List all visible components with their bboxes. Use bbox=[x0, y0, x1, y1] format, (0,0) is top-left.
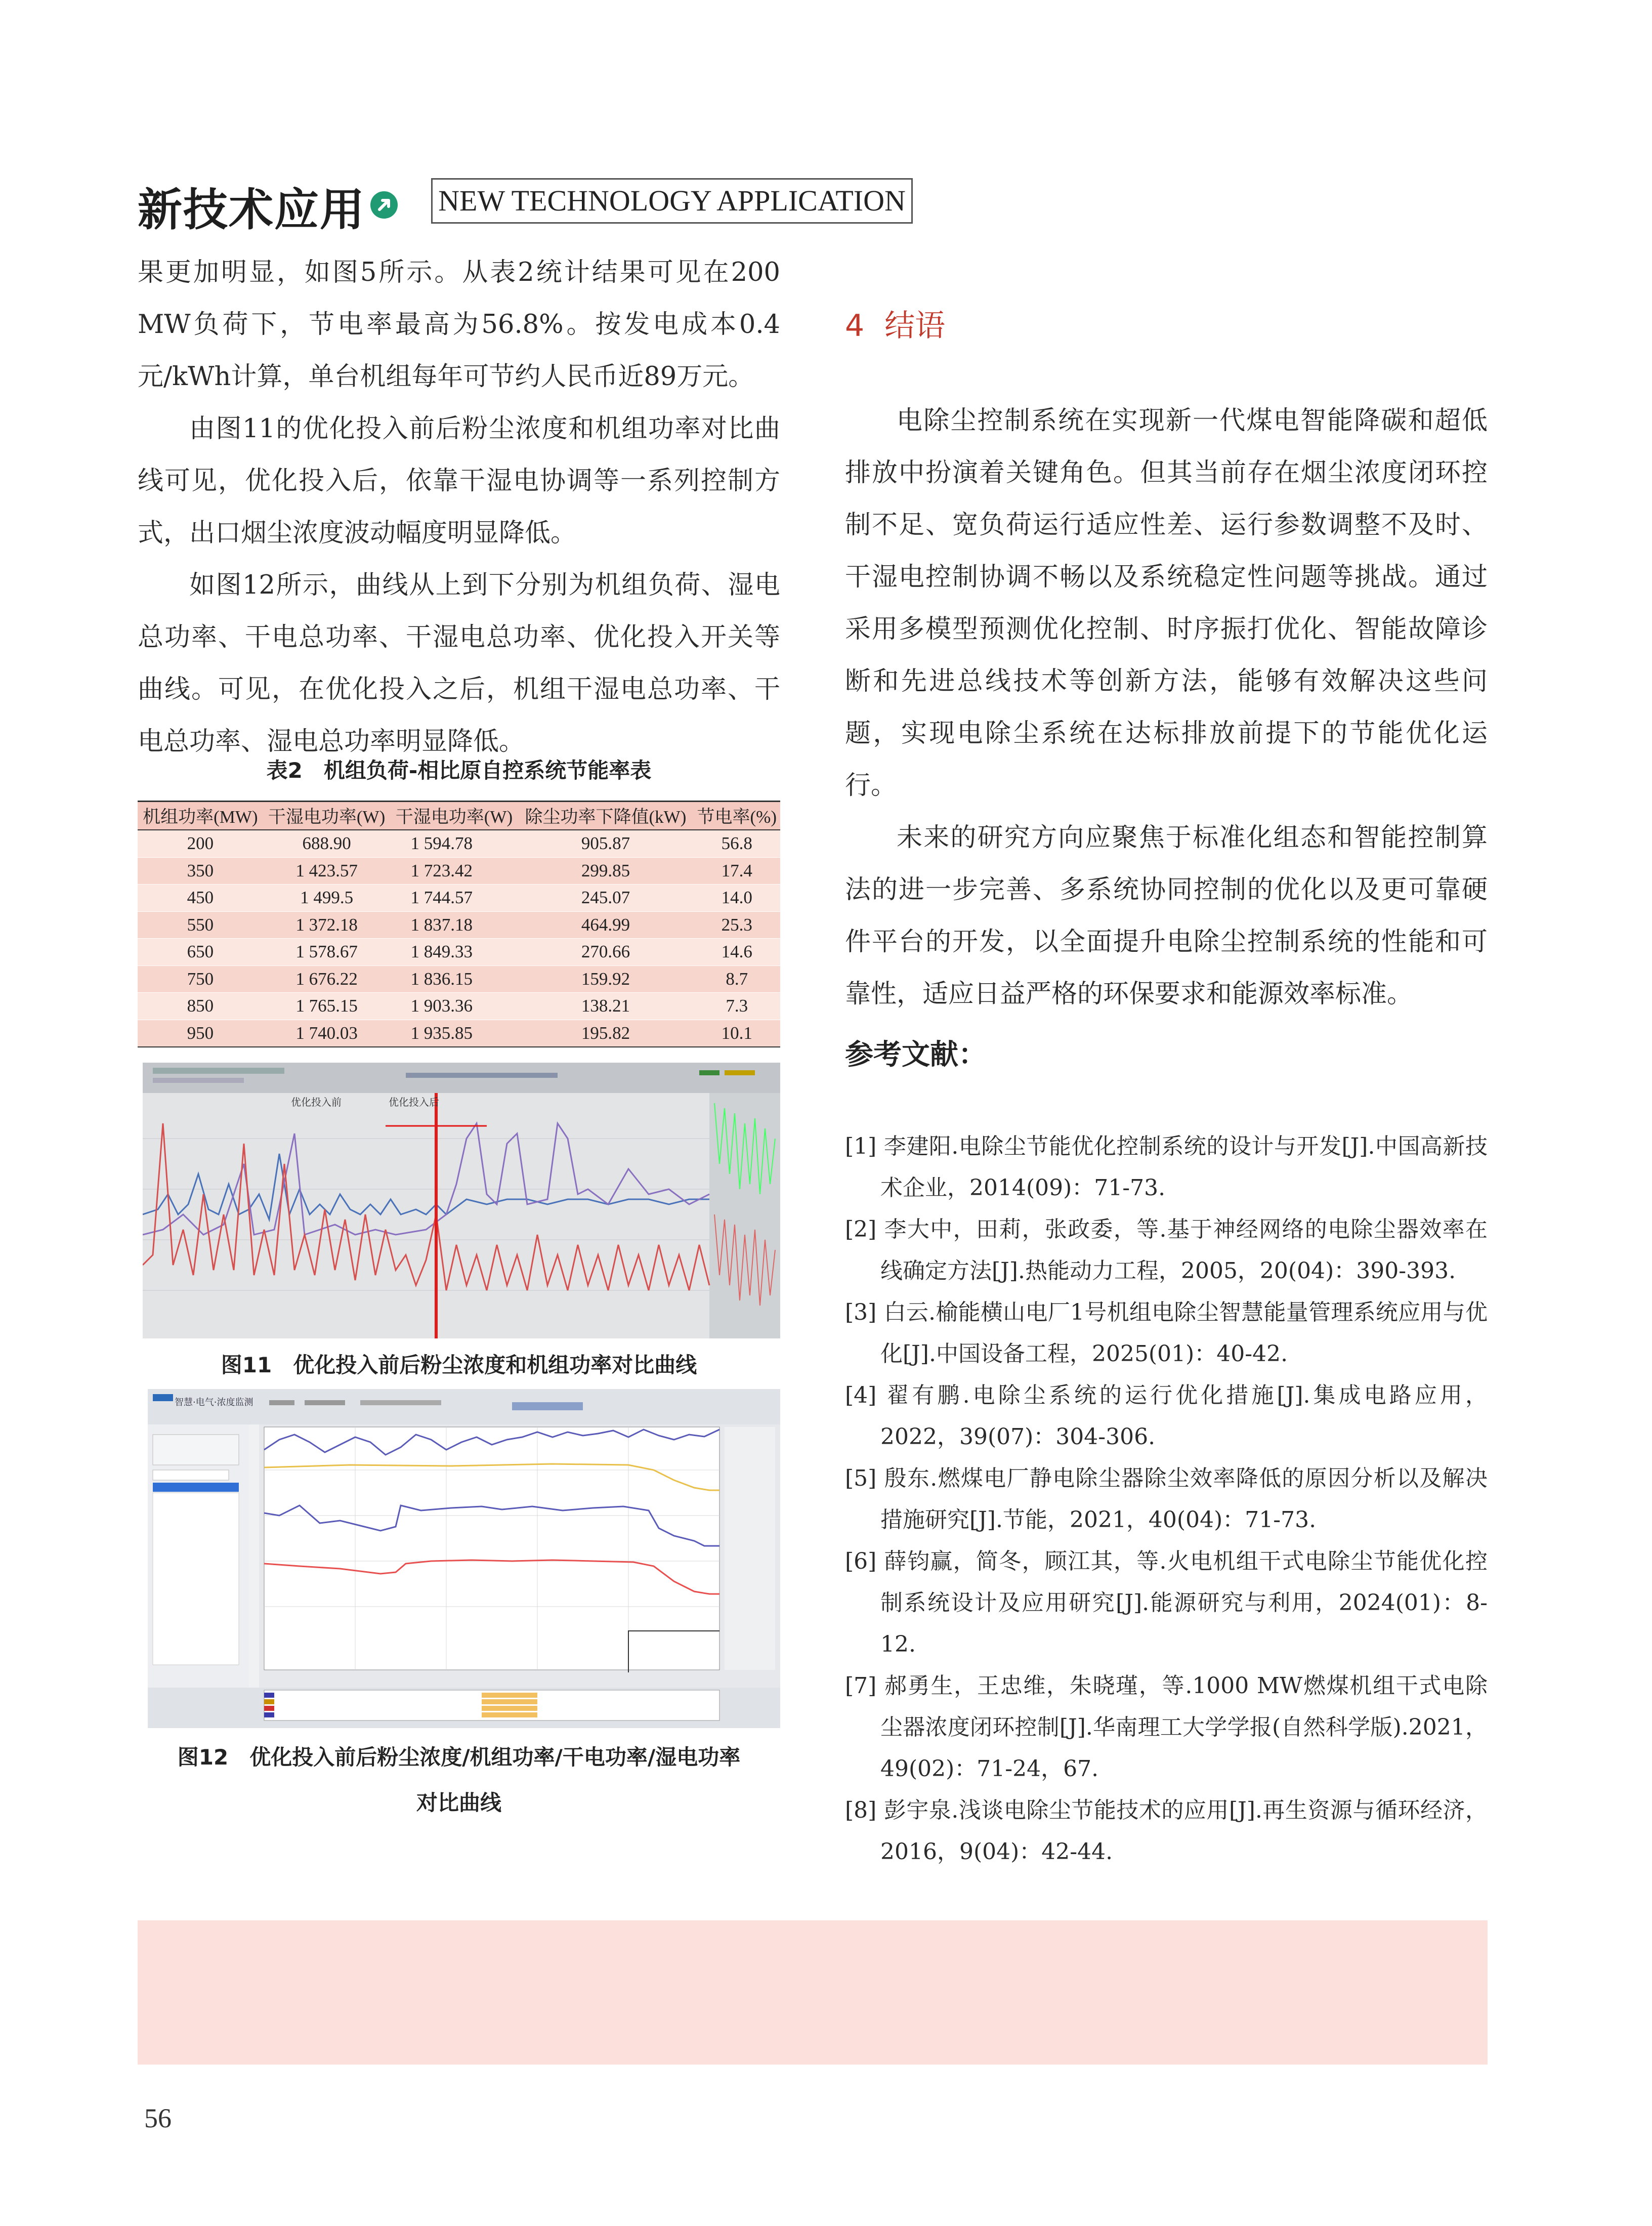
table-cell: 1 836.15 bbox=[391, 965, 518, 993]
page-number: 56 bbox=[144, 2103, 172, 2133]
column-header: 机组功率(MW) bbox=[138, 802, 263, 830]
table-caption: 表2 机组负荷-相比原自控系统节能率表 bbox=[266, 758, 652, 783]
figure-12-photo bbox=[148, 1389, 780, 1728]
section-number: 4 bbox=[845, 308, 865, 344]
table-cell: 688.90 bbox=[263, 830, 391, 857]
table-row bbox=[138, 857, 780, 885]
table-row bbox=[138, 965, 780, 993]
table-cell: 7.3 bbox=[694, 993, 780, 1020]
table-row bbox=[138, 1020, 780, 1047]
figure-12-screen bbox=[148, 1389, 780, 1728]
table-cell: 1 935.85 bbox=[391, 1020, 518, 1047]
paragraph: 果更加明显，如图5所示。从表2统计结果可见在200 MW负荷下，节电率最高为56.8%。按发电成本0.4元/kWh计算，单台机组每年可节约人民币近89万元。 bbox=[138, 258, 780, 392]
table-row bbox=[138, 939, 780, 966]
column-header: 除尘功率下降值(kW) bbox=[518, 802, 693, 830]
table-cell: 1 423.57 bbox=[263, 857, 391, 885]
figure-11-photo bbox=[143, 1063, 780, 1338]
table-cell: 1 578.67 bbox=[263, 939, 391, 966]
table-cell: 1 837.18 bbox=[391, 911, 518, 939]
reference-item: [2] 李大中，田莉，张政委，等.基于神经网络的电除尘器效率在线确定方法[J].热能动力工程，2005，20(04)：390-393. bbox=[845, 1216, 1488, 1284]
table-cell: 17.4 bbox=[694, 857, 780, 885]
table-cell: 270.66 bbox=[518, 939, 693, 966]
figure-11-screen bbox=[143, 1063, 780, 1338]
table-cell: 14.0 bbox=[694, 885, 780, 912]
table-cell: 1 744.57 bbox=[391, 885, 518, 912]
column-header: 节电率(%) bbox=[694, 802, 780, 830]
table-cell: 10.1 bbox=[694, 1020, 780, 1047]
reference-item: [3] 白云.榆能横山电厂1号机组电除尘智慧能量管理系统应用与优化[J].中国设备工程，2025(01)：40-42. bbox=[845, 1299, 1488, 1367]
table-cell: 1 903.36 bbox=[391, 993, 518, 1020]
table-cell: 950 bbox=[138, 1020, 263, 1047]
section-english-label: NEW TECHNOLOGY APPLICATION bbox=[431, 178, 913, 224]
paragraph: 由图11的优化投入前后粉尘浓度和机组功率对比曲线可见，优化投入后，依靠干湿电协调等一系列控制方式，出口烟尘浓度波动幅度明显降低。 bbox=[138, 414, 780, 548]
table-cell: 1 723.42 bbox=[391, 857, 518, 885]
table-row bbox=[138, 830, 780, 857]
marker-after-label: 优化投入后 bbox=[389, 1096, 439, 1108]
table-cell: 550 bbox=[138, 911, 263, 939]
table-cell: 138.21 bbox=[518, 993, 693, 1020]
app-title: 智慧·电气·浓度监测 bbox=[175, 1397, 253, 1408]
table-cell: 14.6 bbox=[694, 939, 780, 966]
left-body-text bbox=[138, 246, 780, 768]
section-title: 新技术应用 bbox=[138, 184, 366, 236]
section-heading-text: 结语 bbox=[884, 308, 946, 344]
column-header: 干湿电功率(W) bbox=[263, 802, 391, 830]
table-cell: 450 bbox=[138, 885, 263, 912]
table-cell: 245.07 bbox=[518, 885, 693, 912]
table-cell: 850 bbox=[138, 993, 263, 1020]
section-heading bbox=[845, 302, 945, 345]
table-cell: 905.87 bbox=[518, 830, 693, 857]
table-cell: 464.99 bbox=[518, 911, 693, 939]
table-cell: 350 bbox=[138, 857, 263, 885]
table-cell: 650 bbox=[138, 939, 263, 966]
table-cell: 56.8 bbox=[694, 830, 780, 857]
marker-before-label: 优化投入前 bbox=[291, 1096, 342, 1108]
column-header: 干湿电功率(W) bbox=[391, 802, 518, 830]
arrow-up-right-icon bbox=[370, 191, 398, 219]
figure-12-caption-line2: 对比曲线 bbox=[416, 1790, 501, 1815]
table-cell: 1 676.22 bbox=[263, 965, 391, 993]
table-cell: 159.92 bbox=[518, 965, 693, 993]
table-row bbox=[138, 885, 780, 912]
figure-11-caption: 图11 优化投入前后粉尘浓度和机组功率对比曲线 bbox=[221, 1353, 697, 1377]
table-cell: 1 849.33 bbox=[391, 939, 518, 966]
reference-item: [4] 翟有鹏.电除尘系统的运行优化措施[J].集成电路应用，2022，39(07)：304-306. bbox=[845, 1382, 1488, 1450]
reference-item: [8] 彭宇泉.浅谈电除尘节能技术的应用[J].再生资源与循环经济，2016，9(04)：42-44. bbox=[845, 1797, 1488, 1865]
energy-saving-table bbox=[138, 801, 780, 1047]
footer-banner bbox=[138, 1920, 1488, 2065]
table-cell: 1 740.03 bbox=[263, 1020, 391, 1047]
table-cell: 1 499.5 bbox=[263, 885, 391, 912]
figure-12-caption-line1: 图12 优化投入前后粉尘浓度/机组功率/干电功率/湿电功率 bbox=[177, 1745, 741, 1770]
right-body-text bbox=[845, 395, 1488, 1020]
reference-item: [1] 李建阳.电除尘节能优化控制系统的设计与开发[J].中国高新技术企业，2014(09)：71-73. bbox=[845, 1133, 1488, 1201]
table-cell: 8.7 bbox=[694, 965, 780, 993]
reference-item: [5] 殷东.燃煤电厂静电除尘器除尘效率降低的原因分析以及解决措施研究[J].节能，2021，40(04)：71-73. bbox=[845, 1465, 1488, 1533]
table-cell: 200 bbox=[138, 830, 263, 857]
table-cell: 1 372.18 bbox=[263, 911, 391, 939]
table-cell: 195.82 bbox=[518, 1020, 693, 1047]
table-row bbox=[138, 911, 780, 939]
table-cell: 299.85 bbox=[518, 857, 693, 885]
paragraph: 电除尘控制系统在实现新一代煤电智能降碳和超低排放中扮演着关键角色。但其当前存在烟尘浓度闭环控制不足、宽负荷运行适应性差、运行参数调整不及时、干湿电控制协调不畅以及系统稳定性问题等挑战。通过采用多模型预测优化控制、时序振打优化、智能故障诊断和先进总线技术等创新方法，能够有效解决这些问题，实现电除尘系统在达标排放前提下的节能优化运行。 bbox=[845, 406, 1488, 801]
table-cell: 25.3 bbox=[694, 911, 780, 939]
reference-item: [7] 郝勇生，王忠维，朱晓瑾，等.1000 MW燃煤机组干式电除尘器浓度闭环控制[J].华南理工大学学报(自然科学版).2021，49(02)：71-24，67. bbox=[845, 1673, 1488, 1782]
table-row bbox=[138, 993, 780, 1020]
table-cell: 750 bbox=[138, 965, 263, 993]
table-cell: 1 765.15 bbox=[263, 993, 391, 1020]
references-title: 参考文献： bbox=[845, 1038, 987, 1071]
table-header-row bbox=[138, 802, 780, 830]
references-list bbox=[845, 1126, 1488, 1873]
table-cell: 1 594.78 bbox=[391, 830, 518, 857]
paragraph: 未来的研究方向应聚焦于标准化组态和智能控制算法的进一步完善、多系统协同控制的优化以及更可靠硬件平台的开发，以全面提升电除尘控制系统的性能和可靠性，适应日益严格的环保要求和能源效率标准。 bbox=[845, 823, 1488, 1009]
paragraph: 如图12所示，曲线从上到下分别为机组负荷、湿电总功率、干电总功率、干湿电总功率、优化投入开关等曲线。可见，在优化投入之后，机组干湿电总功率、干电总功率、湿电总功率明显降低。 bbox=[138, 570, 780, 757]
reference-item: [6] 薛钧赢，简冬，顾江其，等.火电机组干式电除尘节能优化控制系统设计及应用研究[J].能源研究与利用，2024(01)：8-12. bbox=[845, 1548, 1488, 1657]
